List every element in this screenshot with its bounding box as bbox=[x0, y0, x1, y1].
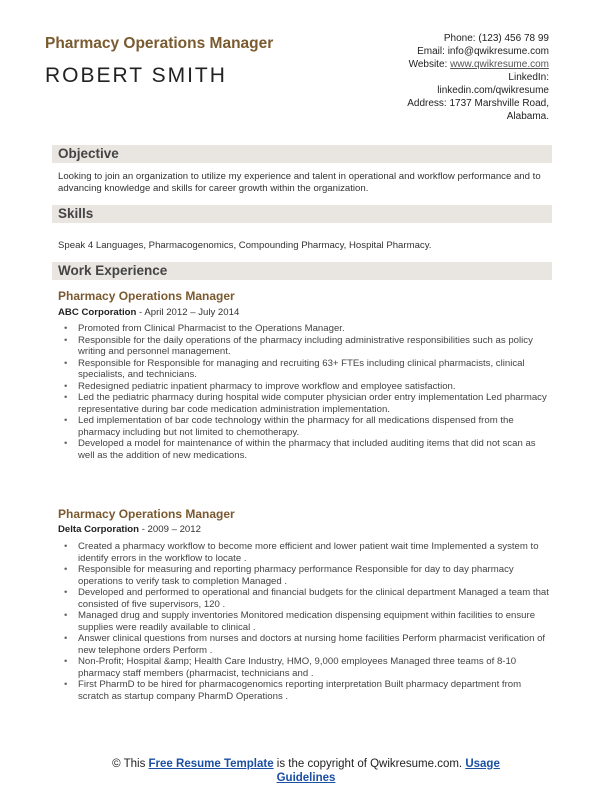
job-1-title: Pharmacy Operations Manager bbox=[58, 289, 235, 303]
list-item: • Non-Profit; Hospital &amp; Health Care Industry, HMO, 9,000 employees Managed three teams of 8-10 pharmacy staff members (pharmacist, technicians and . bbox=[58, 656, 554, 679]
list-item: • Developed a model for maintenance of within the pharmacy that included auditing items that did not scan as well as the addition of new medications. bbox=[58, 438, 554, 461]
address-label: Address: bbox=[407, 98, 447, 109]
list-item: • First PharmD to be hired for pharmacogenomics reporting interpretation Built pharmacy department from scratch as startup company PharmD Operations . bbox=[58, 679, 554, 702]
guidelines-link[interactable]: Guidelines bbox=[276, 772, 336, 784]
candidate-name: ROBERT SMITH bbox=[45, 64, 227, 87]
list-item: • Responsible for measuring and reporting pharmacy performance Responsible for day to day pharmacy operations to verify task to completion Managed . bbox=[58, 564, 554, 587]
linkedin-value[interactable]: linkedin.com/qwikresume bbox=[437, 85, 549, 96]
address-line bbox=[407, 97, 549, 110]
skills-title: Skills bbox=[58, 206, 94, 221]
job-1-dates: - April 2012 – July 2014 bbox=[136, 307, 240, 318]
objective-title: Objective bbox=[58, 146, 119, 161]
job-1-company: ABC Corporation bbox=[58, 307, 137, 318]
list-item: • Created a pharmacy workflow to become more efficient and lower patient wait time Implemented a system to identify errors in the workflow to locate . bbox=[58, 541, 554, 564]
usage-link[interactable]: Usage bbox=[465, 758, 500, 770]
job-2-company: Delta Corporation bbox=[58, 524, 140, 535]
website-label: Website: bbox=[408, 59, 448, 70]
email-value[interactable]: info@qwikresume.com bbox=[447, 46, 549, 57]
list-item: • Responsible for Responsible for managing and recruiting 63+ FTEs including clinical pharmacists, clinical specialists, and technicians. bbox=[58, 358, 554, 381]
job-2-bullets bbox=[58, 541, 554, 702]
list-item: • Answer clinical questions from nurses and doctors at nursing home facilities Perform pharmacist verification of new telephone orders Perform . bbox=[58, 633, 554, 656]
job-title: Pharmacy Operations Manager bbox=[45, 35, 274, 52]
contact-block bbox=[407, 32, 549, 123]
phone-value: (123) 456 78 99 bbox=[478, 33, 549, 44]
website-line bbox=[407, 58, 549, 71]
skills-section-header bbox=[52, 205, 552, 223]
list-item: • Redesigned pediatric inpatient pharmacy to improve workflow and employee satisfaction. bbox=[58, 381, 554, 393]
phone-label: Phone: bbox=[443, 33, 476, 44]
job-1-bullets bbox=[58, 323, 554, 461]
linkedin-label: LinkedIn: bbox=[508, 72, 549, 83]
job-2-dates: - 2009 – 2012 bbox=[139, 524, 201, 535]
footer-middle: is the copyright of Qwikresume.com. bbox=[273, 758, 466, 770]
list-item: • Responsible for the daily operations of the pharmacy including administrative responsibilities such as policy writing and personnel management. bbox=[58, 335, 554, 358]
job-1-company-line bbox=[58, 307, 239, 318]
work-title: Work Experience bbox=[58, 263, 168, 278]
email-label: Email: bbox=[417, 46, 445, 57]
objective-text: Looking to join an organization to utilize my experience and talent in operational and workflow performance and to advancing knowledge and skills for career growth within the organization. bbox=[58, 171, 541, 194]
list-item: • Led the pediatric pharmacy during hospital wide computer physician order entry implementation Led pharmacy representative during bar code medication administration implementation. bbox=[58, 392, 554, 415]
free-resume-template-link[interactable]: Free Resume Template bbox=[148, 758, 274, 770]
list-item: • Promoted from Clinical Pharmacist to the Operations Manager. bbox=[58, 323, 554, 335]
list-item: • Led implementation of bar code technology within the pharmacy for all medications dispensed from the pharmacy including but not limited to chemotherapy. bbox=[58, 415, 554, 438]
job-2-title: Pharmacy Operations Manager bbox=[58, 507, 235, 521]
list-item: • Developed and performed to operational and financial budgets for the clinical department Managed a team that consisted of five supervisors, 120 . bbox=[58, 587, 554, 610]
address-value: 1737 Marshville Road, bbox=[449, 98, 549, 109]
job-2-company-line bbox=[58, 524, 201, 535]
footer-prefix: © This bbox=[112, 758, 149, 770]
website-link[interactable]: www.qwikresume.com bbox=[450, 59, 549, 70]
list-item: • Managed drug and supply inventories Monitored medication dispensing equipment within facilities to ensure supplies were readily available to clinical . bbox=[58, 610, 554, 633]
address-line-2: Alabama. bbox=[506, 111, 549, 122]
skills-text: Speak 4 Languages, Pharmacogenomics, Compounding Pharmacy, Hospital Pharmacy. bbox=[58, 240, 432, 251]
objective-section-header bbox=[52, 145, 552, 163]
work-section-header bbox=[52, 262, 552, 280]
phone-line bbox=[407, 32, 549, 45]
email-line bbox=[407, 45, 549, 58]
footer bbox=[0, 757, 612, 785]
